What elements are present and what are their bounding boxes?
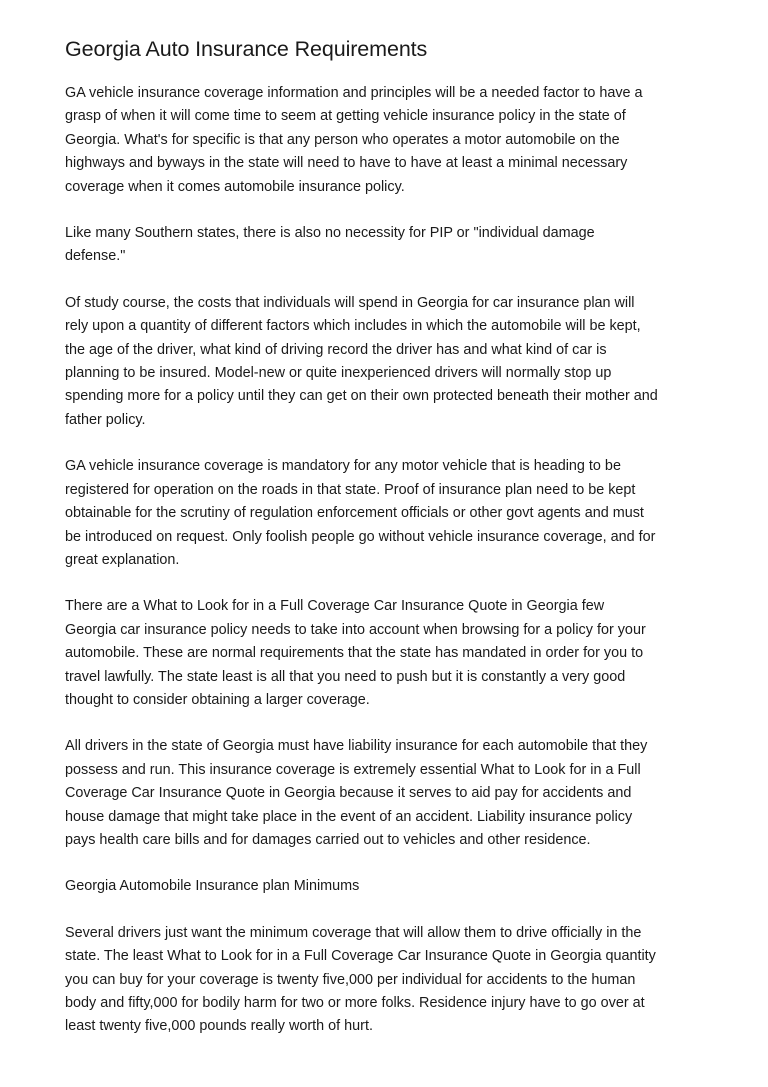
text-line: GA vehicle insurance coverage information and principles will be a needed factor to have a — [65, 85, 643, 101]
text-line: GA vehicle insurance coverage is mandatory for any motor vehicle that is heading to be — [65, 458, 621, 475]
text-line: obtainable for the scrutiny of regulation enforcement officials or other govt agents and must — [65, 505, 644, 522]
text-line: Like many Southern states, there is also no necessity for PIP or "individual damage — [65, 225, 595, 242]
text-line: be introduced on request. Only foolish people go without vehicle insurance coverage, and for — [65, 528, 656, 545]
text-line: house damage that might take place in the event of an accident. Liability insurance policy — [65, 808, 633, 825]
paragraph-intro — [65, 82, 715, 199]
paragraph-liability — [65, 735, 715, 852]
paragraph-minimums — [65, 922, 715, 1039]
text-line: automobile. These are normal requirements that the state has mandated in order for you to — [65, 645, 644, 662]
text-line: travel lawfully. The state least is all that you need to push but it is constantly a very good — [65, 668, 626, 685]
text-line: the age of the driver, what kind of driving record the driver has and what kind of car is — [65, 341, 607, 358]
text-line: highways and byways in the state will need to have to have at least a minimal necessary — [65, 155, 628, 172]
text-line: There are a What to Look for in a Full Coverage Car Insurance Quote in Georgia few — [65, 598, 605, 615]
text-line: Georgia. What's for specific is that any person who operates a motor automobile on the — [65, 131, 620, 148]
subheading-text: Georgia Automobile Insurance plan Minimums — [65, 878, 360, 895]
text-line: pays health care bills and for damages carried out to vehicles and other residence. — [65, 831, 591, 848]
text-line: Several drivers just want the minimum coverage that will allow them to drive officially in the — [65, 924, 642, 941]
paragraph-costs — [65, 292, 715, 432]
paragraph-southern-states — [65, 222, 715, 269]
text-line: state. The least What to Look for in a Full Coverage Car Insurance Quote in Georgia quantity — [65, 948, 656, 965]
text-line: possess and run. This insurance coverage is extremely essential What to Look for in a Full — [65, 761, 641, 778]
text-line: planning to be insured. Model-new or quite inexperienced drivers will normally stop up — [65, 365, 612, 382]
text-line: Of study course, the costs that individuals will spend in Georgia for car insurance plan will — [65, 294, 635, 311]
text-line: body and fifty,000 for bodily harm for two or more folks. Residence injury have to go over at — [65, 995, 645, 1011]
text-line: defense." — [65, 248, 126, 265]
text-line: All drivers in the state of Georgia must have liability insurance for each automobile that they — [65, 738, 648, 755]
text-line: coverage when it comes automobile insurance policy. — [65, 178, 405, 195]
text-line: you can buy for your coverage is twenty five,000 per individual for accidents to the human — [65, 971, 636, 988]
text-line: great explanation. — [65, 551, 180, 568]
document-page — [65, 33, 715, 1062]
text-line: rely upon a quantity of different factors which includes in which the automobile will be kept, — [65, 318, 641, 335]
text-line: least twenty five,000 pounds really worth of hurt. — [65, 1018, 373, 1035]
text-line: Georgia car insurance policy needs to take into account when browsing for a policy for your — [65, 621, 646, 638]
text-line: grasp of when it will come time to seem at getting vehicle insurance policy in the state of — [65, 108, 626, 125]
section-subheading — [65, 875, 715, 898]
paragraph-requirements — [65, 595, 715, 712]
text-line: thought to consider obtaining a larger coverage. — [65, 691, 370, 708]
paragraph-mandatory — [65, 455, 715, 572]
text-line: father policy. — [65, 411, 146, 428]
text-line: spending more for a policy until they can get on their own protected beneath their mother and — [65, 388, 658, 405]
text-line: Coverage Car Insurance Quote in Georgia because it serves to aid pay for accidents and — [65, 785, 632, 802]
text-line: registered for operation on the roads in that state. Proof of insurance plan need to be kept — [65, 481, 636, 498]
page-title: Georgia Auto Insurance Requirements — [65, 37, 428, 61]
